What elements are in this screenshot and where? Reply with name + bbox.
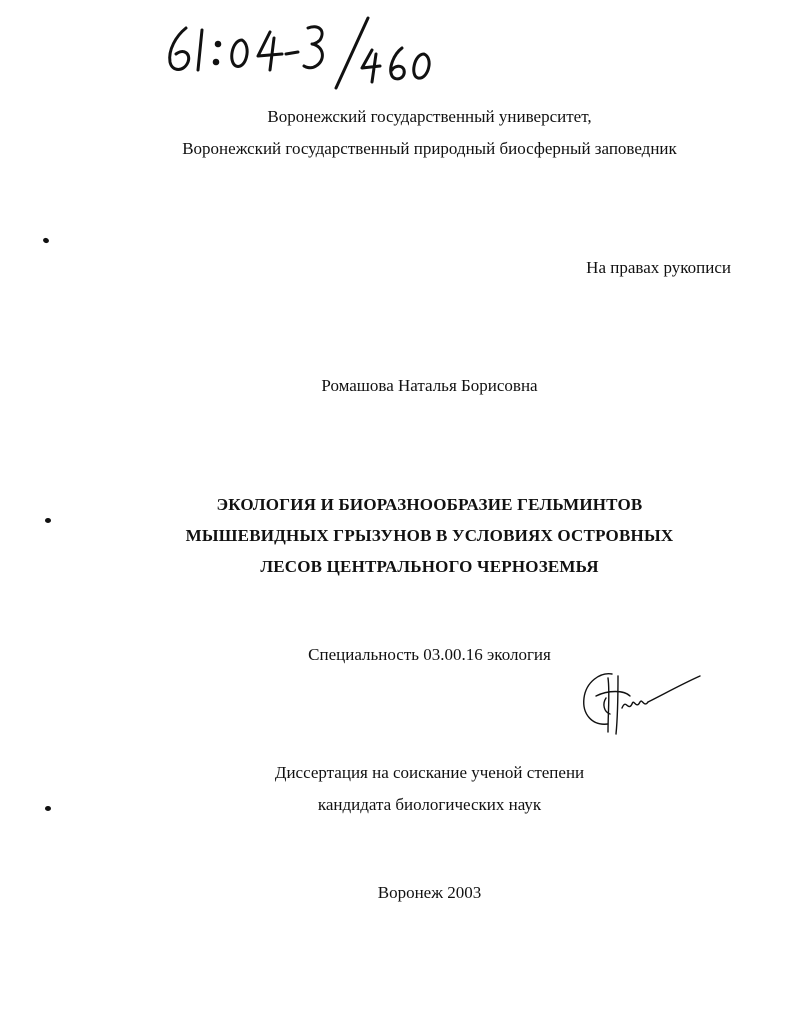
handwritten-archive-number-icon xyxy=(158,10,438,90)
margin-mark xyxy=(45,518,51,523)
author-name: Ромашова Наталья Борисовна xyxy=(321,376,538,395)
handwritten-signature-icon xyxy=(578,668,703,738)
organization-line-1: Воронежский государственный университет, xyxy=(267,107,592,126)
degree-line-2: кандидата биологических наук xyxy=(317,795,542,814)
specialty: Специальность 03.00.16 экология xyxy=(308,645,551,664)
margin-mark xyxy=(45,806,51,811)
thesis-title-line-3: ЛЕСОВ ЦЕНТРАЛЬНОГО ЧЕРНОЗЕМЬЯ xyxy=(260,557,599,576)
organization-line-2: Воронежский государственный природный биосферный заповедник xyxy=(182,139,677,158)
place-year: Воронеж 2003 xyxy=(377,883,482,902)
thesis-title-line-1: ЭКОЛОГИЯ И БИОРАЗНООБРАЗИЕ ГЕЛЬМИНТОВ xyxy=(216,495,643,514)
margin-mark xyxy=(42,237,49,244)
degree-line-1: Диссертация на соискание ученой степени xyxy=(274,763,585,782)
thesis-title-line-2: МЫШЕВИДНЫХ ГРЫЗУНОВ В УСЛОВИЯХ ОСТРОВНЫХ xyxy=(185,526,674,545)
rights-notice: На правах рукописи xyxy=(586,258,731,277)
